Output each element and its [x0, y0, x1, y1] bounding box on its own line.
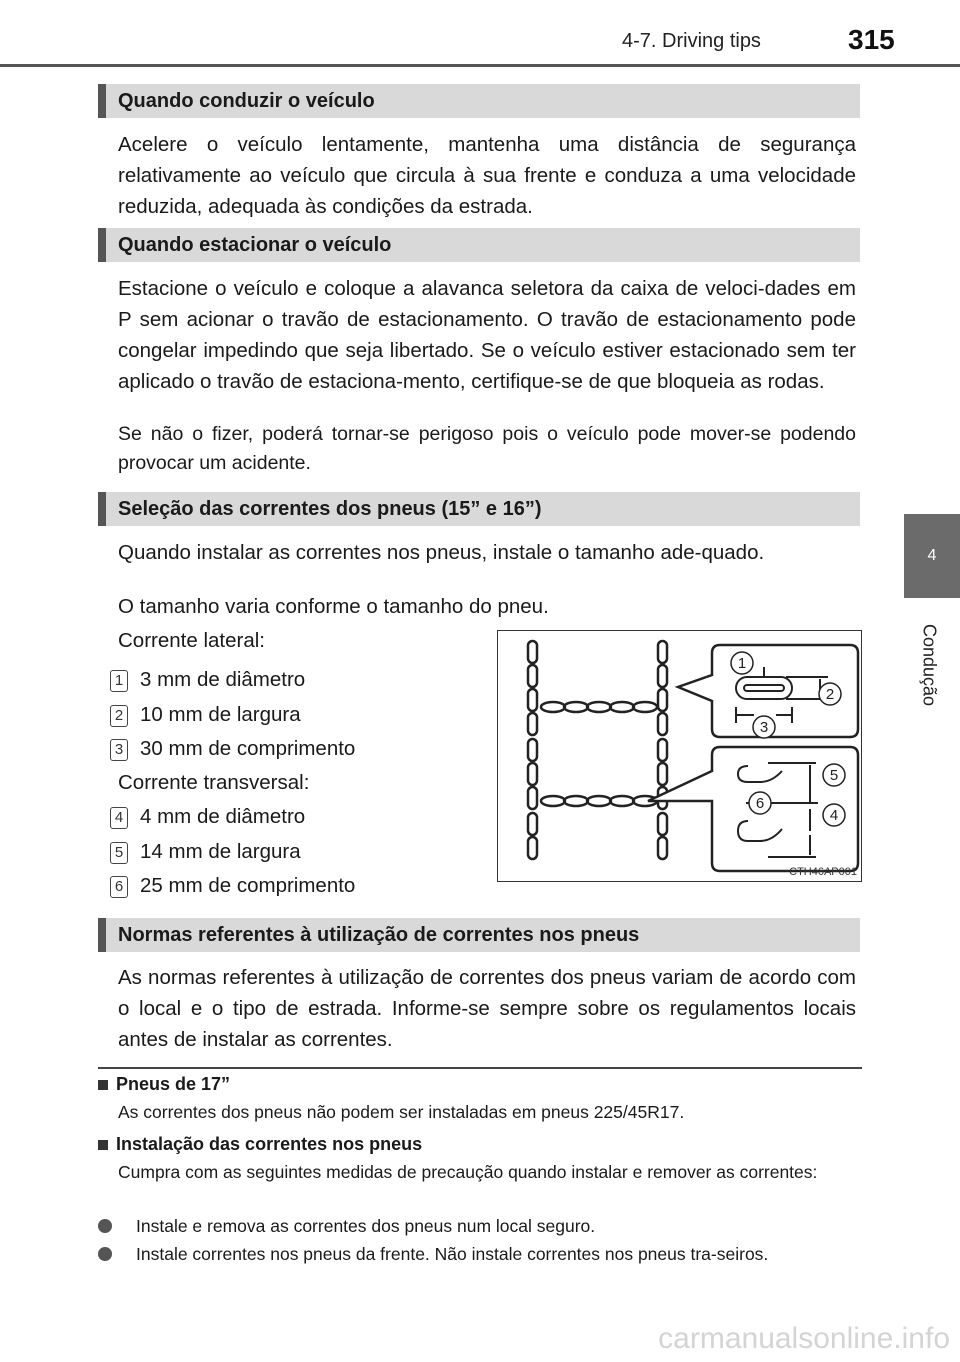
bullet-text: Instale e remova as correntes dos pneus num local seguro. — [136, 1216, 596, 1236]
chapter-label — [914, 610, 944, 720]
list-item — [110, 840, 301, 864]
tire-chain-figure — [497, 630, 862, 882]
figure-callout-3: 3 — [759, 719, 769, 736]
watermark: carmanualsonline.info — [658, 1322, 950, 1355]
item-text: 25 mm de comprimento — [140, 874, 356, 897]
square-bullet-icon — [98, 1140, 108, 1150]
note-text: As correntes dos pneus não podem ser instaladas em pneus 225/45R17. — [118, 1102, 685, 1122]
item-text: 3 mm de diâmetro — [140, 668, 306, 691]
figure-callout-4: 4 — [829, 807, 839, 824]
item-number: 5 — [110, 842, 128, 864]
bullet-item — [98, 1214, 858, 1238]
list-item — [110, 668, 305, 692]
item-number: 4 — [110, 807, 128, 829]
page-number: 315 — [848, 24, 895, 55]
bullet-dot-icon — [98, 1247, 112, 1261]
paragraph: Se não o fizer, poderá tornar-se perigoso pois o veículo pode mover-se podendo provocar um acidente. — [118, 423, 856, 474]
chapter-label-text: Condução — [919, 623, 940, 707]
note-title — [98, 1134, 422, 1155]
figure-callout-6: 6 — [755, 795, 765, 812]
section-heading: Quando estacionar o veículo — [98, 228, 860, 262]
item-text: 30 mm de comprimento — [140, 737, 356, 760]
notes-divider — [98, 1067, 862, 1069]
bullet-item — [98, 1242, 858, 1266]
item-text: 14 mm de largura — [140, 840, 301, 863]
side-chain-label: Corrente lateral: — [118, 629, 265, 652]
figure-callout-1: 1 — [737, 655, 747, 672]
section-heading: Normas referentes à utilização de correntes nos pneus — [98, 918, 860, 952]
paragraph: Quando instalar as correntes nos pneus, instale o tamanho ade-quado. — [118, 541, 765, 564]
list-item — [110, 805, 305, 829]
figure-code: CTH46AP001 — [789, 866, 857, 878]
page-section-title: 4-7. Driving tips — [622, 30, 761, 52]
item-text: 10 mm de largura — [140, 703, 301, 726]
item-number: 1 — [110, 670, 128, 692]
note-title-text: Instalação das correntes nos pneus — [116, 1134, 423, 1154]
bullet-dot-icon — [98, 1219, 112, 1233]
section-heading: Quando conduzir o veículo — [98, 84, 860, 118]
note-title — [98, 1074, 230, 1095]
note-text: Cumpra com as seguintes medidas de precaução quando instalar e remover as correntes: — [118, 1162, 818, 1182]
header-divider — [0, 64, 960, 67]
item-number: 3 — [110, 739, 128, 761]
item-number: 2 — [110, 705, 128, 727]
list-item — [110, 737, 355, 761]
list-item — [110, 874, 355, 898]
square-bullet-icon — [98, 1080, 108, 1090]
item-number: 6 — [110, 876, 128, 898]
figure-callout-2: 2 — [825, 686, 835, 703]
item-text: 4 mm de diâmetro — [140, 805, 306, 828]
chapter-tab: 4 — [904, 514, 960, 598]
paragraph: Acelere o veículo lentamente, mantenha uma distância de segurança relativamente ao veículo que circula à sua frente e conduza a uma velocidade reduzida, adequada às condições da estrada. — [118, 133, 856, 218]
section-heading: Seleção das correntes dos pneus (15” e 16”) — [98, 492, 860, 526]
paragraph: As normas referentes à utilização de correntes dos pneus variam de acordo com o local e o tipo de estrada. Informe-se sempre sobre os regulamentos locais antes de instalar as correntes. — [118, 966, 856, 1051]
bullet-text: Instale correntes nos pneus da frente. Não instale correntes nos pneus tra-seiros. — [136, 1244, 769, 1264]
paragraph-line: O tamanho varia conforme o tamanho do pneu. — [118, 595, 549, 618]
paragraph: Estacione o veículo e coloque a alavanca seletora da caixa de veloci-dades em P sem acionar o travão de estacionamento. O travão de estacionamento pode congelar impedindo que seja libertado. Se o veículo estiver estacionado sem ter aplicado o travão de estaciona-mento, certifique-se de que bloqueia as rodas. — [118, 277, 856, 393]
list-item — [110, 703, 301, 727]
cross-chain-label: Corrente transversal: — [118, 771, 310, 794]
tire-chain-illustration — [498, 631, 860, 880]
note-title-text: Pneus de 17” — [116, 1074, 231, 1094]
figure-callout-5: 5 — [829, 767, 839, 784]
